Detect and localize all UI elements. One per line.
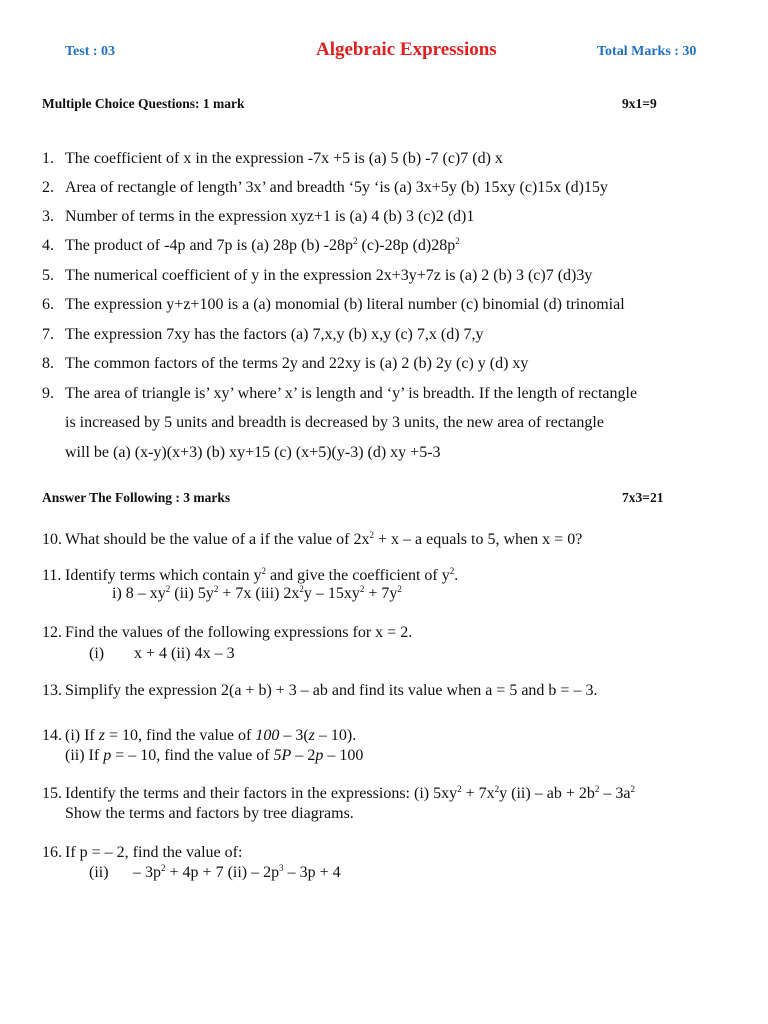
question-number: 13. bbox=[42, 682, 62, 699]
question-number: 5. bbox=[42, 267, 54, 284]
question-number: 16. bbox=[42, 844, 62, 861]
question-number: 12. bbox=[42, 624, 62, 641]
question-text: The expression y+z+100 is a (a) monomial (b) literal number (c) binomial (d) trinomial bbox=[65, 296, 625, 313]
question-text-line: (ii) If p = – 10, find the value of 5P – 2p – 100 bbox=[65, 747, 364, 764]
question-number: 1. bbox=[42, 150, 54, 167]
question-text: Identify the terms and their factors in the expressions: (i) $5xy^2 + 7x^2y$ (ii) – ab + $2b^2 - 3a^2$ bbox=[65, 784, 635, 802]
question-text: The area of triangle is’ xy’ where’ x’ is length and ‘y’ is breadth. If the length of rectangle bbox=[65, 385, 638, 402]
question-text: The numerical coefficient of y in the expression 2x+3y+7z is (a) 2 (b) 3 (c)7 (d)3y bbox=[65, 267, 593, 284]
question-number: 3. bbox=[42, 208, 54, 225]
question-number: 7. bbox=[42, 326, 54, 343]
section-title-long: Answer The Following : 3 marks bbox=[42, 490, 231, 505]
question-number: 9. bbox=[42, 385, 54, 402]
page-title: Algebraic Expressions bbox=[316, 39, 497, 60]
question-number: 6. bbox=[42, 296, 54, 313]
section-marks-mcq: 9x1=9 bbox=[622, 96, 657, 111]
question-text: If p = – 2, find the value of: bbox=[65, 844, 243, 861]
question-number: 11. bbox=[42, 567, 62, 584]
question-number: 2. bbox=[42, 179, 54, 196]
question-subparts: x + 4 (ii) 4x – 3 bbox=[134, 645, 235, 662]
section-marks-long: 7x3=21 bbox=[622, 490, 664, 505]
question-subparts: – $3p^2 + 4p + 7$ $(ii) - 2p^3 - 3p + 4$ bbox=[133, 863, 341, 881]
question-number: 4. bbox=[42, 237, 54, 254]
question-number: 8. bbox=[42, 355, 54, 372]
question-text: What should be the value of a if the value of $2x^2 + x - a$ equals to 5, when x = 0? bbox=[65, 530, 583, 548]
question-text: Find the values of the following expressions for x = 2. bbox=[65, 624, 413, 641]
question-text: The coefficient of x in the expression -7x +5 is (a) 5 (b) -7 (c)7 (d) x bbox=[65, 150, 503, 167]
question-text: Number of terms in the expression xyz+1 is (a) 4 (b) 3 (c)2 (d)1 bbox=[65, 208, 475, 225]
question-number: 15. bbox=[42, 785, 62, 802]
subpart-label: (i) bbox=[89, 645, 105, 662]
test-number: Test : 03 bbox=[65, 44, 116, 59]
question-text: Identify terms which contain $y^2$ and give the coefficient of $y^2$. bbox=[65, 566, 459, 584]
question-text-line: will be (a) (x-y)(x+3) (b) xy+15 (c) (x+5)(y-3) (d) xy +5-3 bbox=[65, 444, 441, 461]
question-text: Area of rectangle of length’ 3x’ and breadth ‘5y ‘is (a) 3x+5y (b) 15xy (c)15x (d)15y bbox=[65, 179, 608, 196]
question-text: Simplify the expression 2(a + b) + 3 – ab and find its value when a = 5 and b = – 3. bbox=[65, 682, 598, 699]
question-text-line: Show the terms and factors by tree diagrams. bbox=[65, 805, 354, 822]
question-number: 10. bbox=[42, 531, 62, 548]
question-text: The expression 7xy has the factors (a) 7,x,y (b) x,y (c) 7,x (d) 7,y bbox=[65, 326, 484, 343]
question-text: The common factors of the terms 2y and 22xy is (a) 2 (b) 2y (c) y (d) xy bbox=[65, 355, 529, 372]
question-text-line: is increased by 5 units and breadth is decreased by 3 units, the new area of rectangle bbox=[65, 414, 604, 431]
total-marks: Total Marks : 30 bbox=[597, 44, 697, 59]
question-number: 14. bbox=[42, 727, 62, 744]
subpart-label: (ii) bbox=[89, 864, 109, 881]
question-text: (i) If z = 10, find the value of 100 – 3(z – 10). bbox=[65, 727, 357, 744]
question-text: The product of -4p and 7p is (a) 28p (b) $-28p^2$ (c)-28p $(d)28p^2$ bbox=[65, 236, 460, 254]
section-title-mcq: Multiple Choice Questions: 1 mark bbox=[42, 96, 245, 111]
question-subparts: i) $8 - xy^2$ (ii) $5y^2 + 7x$ (iii) $2x^2y - 15xy^2 + 7y^2$ bbox=[112, 584, 402, 602]
